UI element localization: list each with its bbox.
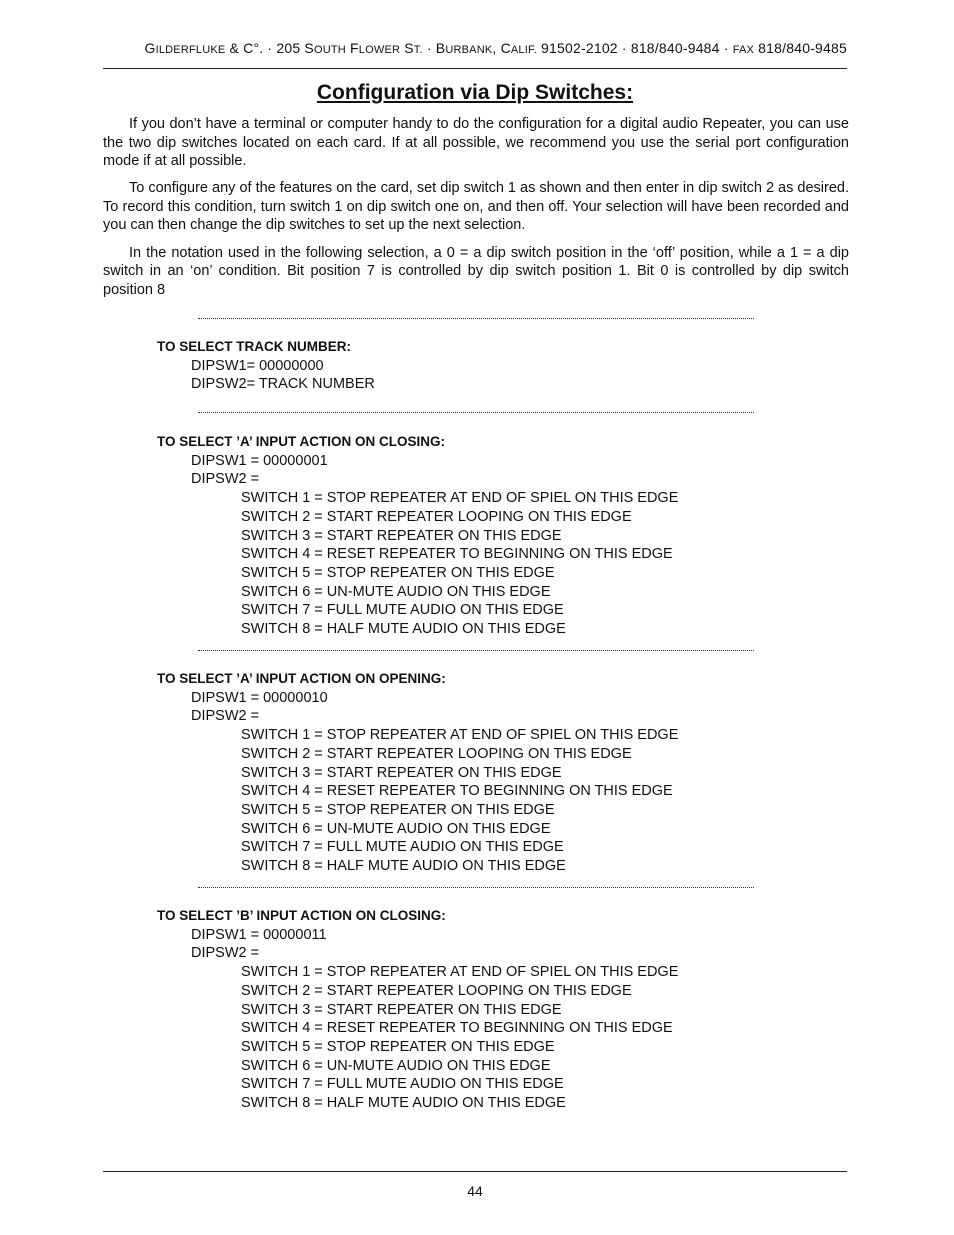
header-text: LOWER [358,44,401,56]
section-title: TO SELECT ’A’ INPUT ACTION ON OPENING: [157,671,446,686]
switch-line: SWITCH 2 = START REPEATER LOOPING ON THIS EDGE [241,745,632,762]
header-text: & C [225,40,254,56]
intro-paragraph: In the notation used in the following selection, a 0 = a dip switch position in the ‘off’ position, while a 1 = a dip switch in an ‘on’ condition. Bit position 7 is controlled by dip switch position 1. Bit 0 is controlled by dip switch position 8 [103,244,849,298]
header-text: ILDERFLUKE [155,44,226,56]
switch-line: SWITCH 4 = RESET REPEATER TO BEGINNING ON THIS EDGE [241,1020,673,1037]
section-track-number [157,338,375,394]
dipsw2-line: DIPSW2= TRACK NUMBER [191,376,375,393]
page-header [103,40,847,56]
intro-paragraph: If you don’t have a terminal or computer handy to do the configuration for a digital audio Repeater, you can use the two dip switches located on each card. If at all possible, we recommend you use the serial port configuration mode if at all possible. [103,116,849,170]
switch-line: SWITCH 1 = STOP REPEATER AT END OF SPIEL ON THIS EDGE [241,727,679,744]
switch-line: SWITCH 4 = RESET REPEATER TO BEGINNING ON THIS EDGE [241,783,673,800]
header-text: URBANK [445,44,493,56]
switch-line: SWITCH 5 = STOP REPEATER ON THIS EDGE [241,564,555,581]
header-text: 818/840-9485 [754,40,847,56]
switch-line: SWITCH 1 = STOP REPEATER AT END OF SPIEL ON THIS EDGE [241,964,679,981]
page-title: Configuration via Dip Switches: [316,81,634,104]
header-text: · B [422,40,446,56]
header-text: °. [253,40,264,56]
section-a-closing [157,433,678,639]
header-text: S [400,40,414,56]
switch-line: SWITCH 2 = START REPEATER LOOPING ON THIS EDGE [241,508,632,525]
switch-line: SWITCH 8 = HALF MUTE AUDIO ON THIS EDGE [241,858,566,875]
header-text: OUTH [313,44,346,56]
dipsw1-line: DIPSW1= 00000000 [191,357,324,374]
section-title: TO SELECT TRACK NUMBER: [157,339,351,354]
dipsw1-line: DIPSW1 = 00000010 [191,689,328,706]
switch-line: SWITCH 6 = UN-MUTE AUDIO ON THIS EDGE [241,583,551,600]
dotted-separator [198,887,754,888]
switch-line: SWITCH 3 = START REPEATER ON THIS EDGE [241,764,562,781]
section-title: TO SELECT ’B’ INPUT ACTION ON CLOSING: [157,908,446,923]
dotted-separator [198,318,754,319]
switch-line: SWITCH 5 = STOP REPEATER ON THIS EDGE [241,801,555,818]
section-a-opening [157,670,678,876]
switch-line: SWITCH 1 = STOP REPEATER AT END OF SPIEL ON THIS EDGE [241,490,679,507]
dipsw2-line: DIPSW2 = [191,471,260,488]
switch-line: SWITCH 8 = HALF MUTE AUDIO ON THIS EDGE [241,1095,566,1112]
header-rule [103,68,847,69]
switch-line: SWITCH 7 = FULL MUTE AUDIO ON THIS EDGE [241,839,564,856]
header-text: , C [492,40,511,56]
dipsw1-line: DIPSW1 = 00000011 [191,926,327,943]
switch-line: SWITCH 8 = HALF MUTE AUDIO ON THIS EDGE [241,621,566,638]
switch-line: SWITCH 3 = START REPEATER ON THIS EDGE [241,527,562,544]
switch-line: SWITCH 6 = UN-MUTE AUDIO ON THIS EDGE [241,1057,551,1074]
header-text: T. [413,44,423,56]
footer-rule [103,1171,847,1172]
dipsw1-line: DIPSW1 = 00000001 [191,452,328,469]
section-b-closing [157,907,678,1113]
header-text: FAX [732,44,755,56]
section-title: TO SELECT ’A’ INPUT ACTION ON CLOSING: [157,434,446,449]
switch-line: SWITCH 7 = FULL MUTE AUDIO ON THIS EDGE [241,602,564,619]
switch-line: SWITCH 3 = START REPEATER ON THIS EDGE [241,1001,562,1018]
intro-text [103,115,849,308]
header-text: F [345,40,359,56]
switch-line: SWITCH 5 = STOP REPEATER ON THIS EDGE [241,1038,555,1055]
dipsw2-line: DIPSW2 = [191,708,260,725]
dipsw2-line: DIPSW2 = [191,945,260,962]
switch-line: SWITCH 7 = FULL MUTE AUDIO ON THIS EDGE [241,1076,564,1093]
header-text: G [144,40,156,56]
page-number: 44 [467,1183,483,1199]
header-text: · 205 S [263,40,314,56]
header-text: 91502-2102 · 818/840-9484 · [536,40,733,56]
header-text: ALIF. [510,44,537,56]
dotted-separator [198,412,754,413]
switch-line: SWITCH 6 = UN-MUTE AUDIO ON THIS EDGE [241,820,551,837]
switch-line: SWITCH 2 = START REPEATER LOOPING ON THIS EDGE [241,982,632,999]
dotted-separator [198,650,754,651]
switch-line: SWITCH 4 = RESET REPEATER TO BEGINNING ON THIS EDGE [241,546,673,563]
intro-paragraph: To configure any of the features on the card, set dip switch 1 as shown and then enter in dip switch 2 as desired. To record this condition, turn switch 1 on dip switch one on, and then off. Your selection will have been recorded and you can then change the dip switches to set up the next selection. [103,180,849,234]
